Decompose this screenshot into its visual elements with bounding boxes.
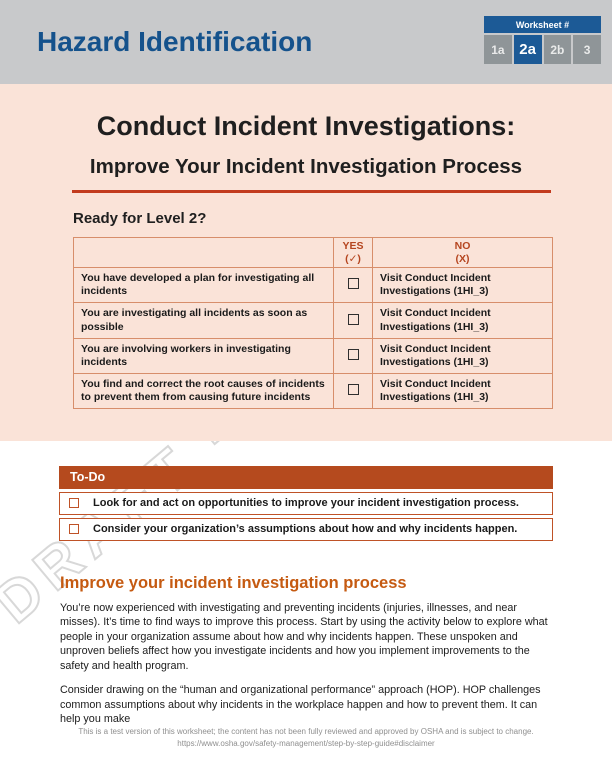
body-paragraph: Consider drawing on the “human and organizational performance” approach (HOP). HOP challenges common assumptions about why incidents in the workplace happen and how to prevent them. It can help you make bbox=[60, 684, 541, 726]
yes-checkbox-row-1[interactable] bbox=[348, 278, 359, 289]
worksheet-number-label: Worksheet # bbox=[484, 16, 601, 33]
page-title: Hazard Identification bbox=[37, 26, 313, 57]
worksheet-tabs bbox=[484, 35, 601, 64]
table-row bbox=[74, 303, 553, 338]
table-row bbox=[74, 373, 553, 408]
todo-item bbox=[59, 492, 553, 515]
title-banner bbox=[0, 84, 612, 441]
table-header-row bbox=[74, 238, 553, 268]
statement-column-header bbox=[74, 238, 334, 268]
body-paragraph: You’re now experienced with investigating and preventing incidents (injuries, illnesses, and near misses). It’s time to find ways to improve this process. Start by using the activity below to explore what people in your organization assume about how and why incidents happen. These unspoken and unproven beliefs affect how you investigate incidents and how you implement improvements to the safety and health program. bbox=[60, 602, 548, 672]
yes-cell bbox=[334, 338, 373, 373]
page-header bbox=[0, 0, 612, 84]
section-heading: Improve your incident investigation process bbox=[60, 574, 407, 592]
yes-cell bbox=[334, 303, 373, 338]
statement-cell: You are investigating all incidents as soon as possible bbox=[74, 303, 334, 338]
yes-checkbox-row-2[interactable] bbox=[348, 314, 359, 325]
page-footer bbox=[0, 726, 612, 750]
todo-heading: To-Do bbox=[70, 470, 106, 484]
todo-item bbox=[59, 518, 553, 541]
no-cell: Visit Conduct Incident Investigations (1HI_3) bbox=[373, 303, 553, 338]
yes-label: YES bbox=[342, 240, 364, 252]
worksheet-selector bbox=[484, 16, 601, 64]
x-mark-icon: (X) bbox=[455, 252, 470, 265]
statement-cell: You have developed a plan for investigating all incidents bbox=[74, 268, 334, 303]
no-cell: Visit Conduct Incident Investigations (1HI_3) bbox=[373, 268, 553, 303]
yes-checkbox-row-4[interactable] bbox=[348, 384, 359, 395]
yes-cell bbox=[334, 373, 373, 408]
yes-cell bbox=[334, 268, 373, 303]
yes-column-header bbox=[334, 238, 373, 268]
yes-checkbox-row-3[interactable] bbox=[348, 349, 359, 360]
document-title: Conduct Incident Investigations: bbox=[96, 111, 516, 141]
no-cell: Visit Conduct Incident Investigations (1HI_3) bbox=[373, 338, 553, 373]
no-column-header bbox=[373, 238, 553, 268]
readiness-table bbox=[73, 237, 553, 409]
readiness-heading: Ready for Level 2? bbox=[73, 210, 207, 227]
title-underline bbox=[72, 190, 551, 193]
no-label: NO bbox=[454, 240, 471, 252]
todo-item-label: Consider your organization’s assumptions about how and why incidents happen. bbox=[93, 523, 518, 535]
checkmark-icon: (✓) bbox=[345, 252, 361, 265]
todo-item-label: Look for and act on opportunities to improve your incident investigation process. bbox=[93, 497, 519, 509]
tab-1a[interactable]: 1a bbox=[484, 35, 512, 64]
todo-header-bar bbox=[59, 466, 553, 489]
todo-checkbox-2[interactable] bbox=[69, 524, 79, 534]
statement-cell: You are involving workers in investigating incidents bbox=[74, 338, 334, 373]
tab-2b[interactable]: 2b bbox=[544, 35, 572, 64]
disclaimer-text: This is a test version of this worksheet; the content has not been fully reviewed and approved by OSHA and is subject to change. bbox=[78, 727, 534, 736]
table-row bbox=[74, 338, 553, 373]
tab-2a[interactable]: 2a bbox=[514, 35, 542, 64]
tab-3[interactable]: 3 bbox=[573, 35, 601, 64]
disclaimer-url: https://www.osha.gov/safety-management/step-by-step-guide#disclaimer bbox=[177, 739, 435, 748]
table-row bbox=[74, 268, 553, 303]
document-subtitle: Improve Your Incident Investigation Process bbox=[89, 155, 523, 178]
statement-cell: You find and correct the root causes of incidents to prevent them from causing future incidents bbox=[74, 373, 334, 408]
todo-checkbox-1[interactable] bbox=[69, 498, 79, 508]
no-cell: Visit Conduct Incident Investigations (1HI_3) bbox=[373, 373, 553, 408]
lower-content bbox=[0, 466, 612, 727]
